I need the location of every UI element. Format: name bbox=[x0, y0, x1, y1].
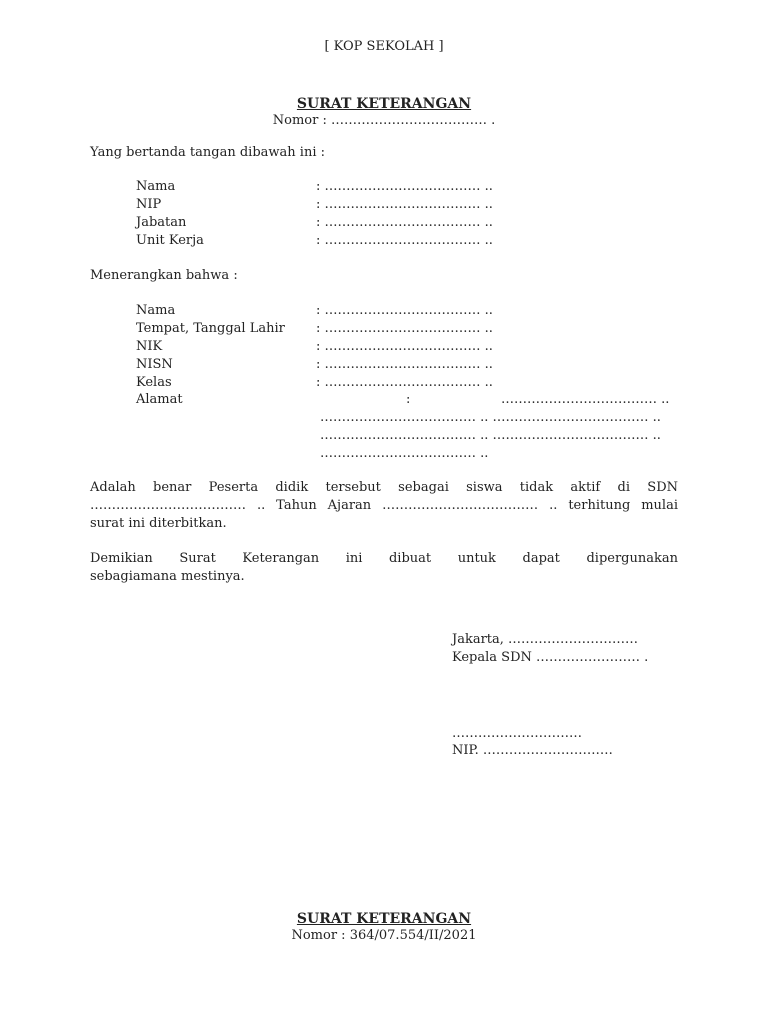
alamat-line-4: ……………………………… .. bbox=[320, 446, 489, 461]
alamat-line-3: ……………………………… .. ……………………………… .. bbox=[320, 428, 661, 443]
paragraph-1-line-2: ……………………………… .. Tahun Ajaran ……………………………… .. terhitung mulai bbox=[90, 498, 678, 513]
student-label-ttl: Tempat, Tanggal Lahir bbox=[136, 321, 285, 336]
signer-label-unit-kerja: Unit Kerja bbox=[136, 233, 204, 248]
signer-value-unit-kerja: : ……………………………… .. bbox=[316, 233, 493, 248]
sign-name: ………………………… bbox=[452, 726, 582, 741]
alamat-colon: : bbox=[406, 392, 411, 407]
student-value-nik: : ……………………………… .. bbox=[316, 339, 493, 354]
menerangkan-text: Menerangkan bahwa : bbox=[90, 268, 238, 283]
intro-text: Yang bertanda tangan dibawah ini : bbox=[90, 145, 325, 160]
signer-label-nip: NIP bbox=[136, 197, 162, 212]
sign-place-date: Jakarta, ………………………… bbox=[452, 632, 639, 647]
letter-nomor: Nomor : ……………………………… . bbox=[272, 113, 496, 128]
alamat-line-2: ……………………………… .. ……………………………… .. bbox=[320, 410, 661, 425]
paragraph-2-line-2: sebagiamana mestinya. bbox=[90, 569, 245, 584]
signer-label-nama: Nama bbox=[136, 179, 176, 194]
student-label-nisn: NISN bbox=[136, 357, 173, 372]
student-value-ttl: : ……………………………… .. bbox=[316, 321, 493, 336]
student-value-nisn: : ……………………………… .. bbox=[316, 357, 493, 372]
letter-2-nomor: Nomor : 364/07.554/II/2021 bbox=[291, 928, 477, 943]
signer-label-jabatan: Jabatan bbox=[136, 215, 187, 230]
student-label-alamat: Alamat bbox=[136, 392, 183, 407]
paragraph-1-line-1: Adalah benar Peserta didik tersebut sebagai siswa tidak aktif di SDN bbox=[90, 480, 678, 495]
student-label-nama: Nama bbox=[136, 303, 176, 318]
sign-position: Kepala SDN …………………… . bbox=[452, 650, 649, 665]
sign-nip: NIP. ………………………… bbox=[452, 743, 613, 758]
letter-title: SURAT KETERANGAN bbox=[296, 96, 472, 112]
paragraph-1-line-3: surat ini diterbitkan. bbox=[90, 516, 227, 531]
student-label-kelas: Kelas bbox=[136, 375, 172, 390]
student-value-kelas: : ……………………………… .. bbox=[316, 375, 493, 390]
alamat-line-1: ……………………………… .. bbox=[501, 392, 670, 407]
student-value-nama: : ……………………………… .. bbox=[316, 303, 493, 318]
paragraph-2-line-1: Demikian Surat Keterangan ini dibuat untuk dapat dipergunakan bbox=[90, 551, 678, 566]
signer-value-nip: : ……………………………… .. bbox=[316, 197, 493, 212]
kop-sekolah: [ KOP SEKOLAH ] bbox=[324, 39, 444, 54]
signer-value-jabatan: : ……………………………… .. bbox=[316, 215, 493, 230]
letter-2-title: SURAT KETERANGAN bbox=[296, 911, 472, 927]
student-label-nik: NIK bbox=[136, 339, 163, 354]
signer-value-nama: : ……………………………… .. bbox=[316, 179, 493, 194]
